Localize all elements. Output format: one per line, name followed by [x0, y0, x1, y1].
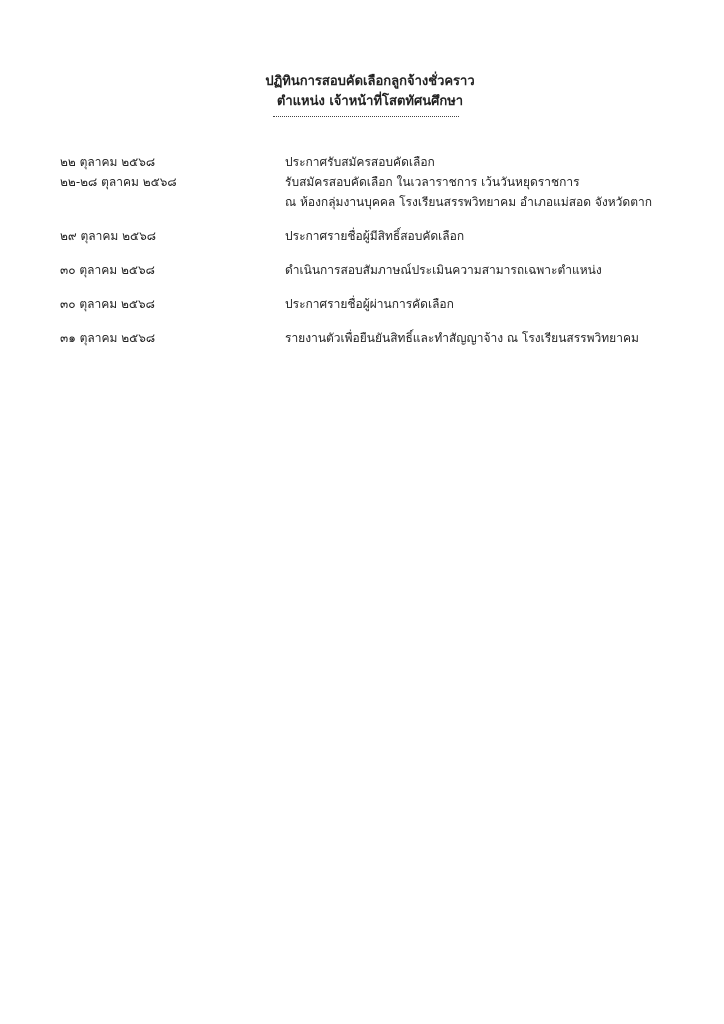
document-header [0, 72, 724, 117]
schedule-date: ๒๒ ตุลาคม ๒๕๖๘ [60, 155, 156, 169]
schedule-description [285, 294, 680, 314]
schedule-list [60, 152, 680, 360]
schedule-description-line: ณ ห้องกลุ่มงานบุคคล โรงเรียนสรรพวิทยาคม อำเภอแม่สอด จังหวัดตาก [285, 195, 652, 209]
schedule-description-line: ประกาศรายชื่อผู้ผ่านการคัดเลือก [285, 297, 454, 311]
dotted-divider [273, 116, 459, 117]
schedule-description-line: รายงานตัวเพื่อยืนยันสิทธิ์และทำสัญญาจ้าง ณ โรงเรียนสรรพวิทยาคม [285, 331, 639, 345]
schedule-description-line: ประกาศรับสมัครสอบคัดเลือก [285, 155, 435, 169]
schedule-description [285, 172, 680, 212]
document-position: ตำแหน่ง เจ้าหน้าที่โสตทัศนศึกษา [276, 94, 464, 109]
schedule-row [60, 328, 680, 348]
schedule-description [285, 226, 680, 246]
schedule-date: ๓๐ ตุลาคม ๒๕๖๘ [60, 297, 155, 311]
schedule-description-line: รับสมัครสอบคัดเลือก ในเวลาราชการ เว้นวันหยุดราชการ [285, 175, 580, 189]
schedule-description [285, 152, 680, 172]
schedule-row [60, 226, 680, 246]
schedule-date: ๒๒-๒๘ ตุลาคม ๒๕๖๘ [60, 175, 177, 189]
schedule-row [60, 260, 680, 280]
schedule-description [285, 260, 680, 280]
schedule-row [60, 294, 680, 314]
schedule-date: ๒๙ ตุลาคม ๒๕๖๘ [60, 229, 157, 243]
schedule-description [285, 328, 680, 348]
schedule-row [60, 172, 680, 212]
schedule-date: ๓๐ ตุลาคม ๒๕๖๘ [60, 263, 155, 277]
schedule-description-line: ประกาศรายชื่อผู้มีสิทธิ์สอบคัดเลือก [285, 229, 465, 243]
schedule-description-line: ดำเนินการสอบสัมภาษณ์ประเมินความสามารถเฉพาะตำแหน่ง [285, 263, 602, 277]
document-title: ปฏิทินการสอบคัดเลือกลูกจ้างชั่วคราว [265, 74, 475, 89]
schedule-row [60, 152, 680, 172]
schedule-date: ๓๑ ตุลาคม ๒๕๖๘ [60, 331, 156, 345]
